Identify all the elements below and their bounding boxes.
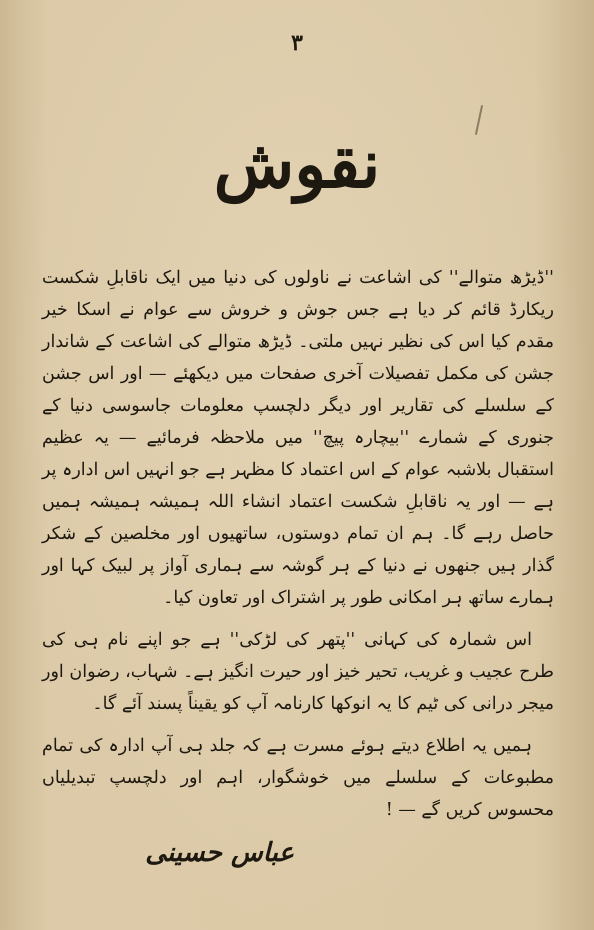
paragraph-1: ''ڈیڑھ متوالے'' کی اشاعت نے ناولوں کی دنیا میں ایک ناقابلِ شکست ریکارڈ قائم کر دیا ہے جس جوش و خروش سے عوام نے اسکا خیر مقدم کیا اس کی نظیر نہیں ملتی۔ ڈیڑھ متوالے کی اشاعت کے شاندار جشن کی مکمل تفصیلات آخری صفحات میں دیکھئے — اور اس جشن کے سلسلے کی تقاریر اور دیگر دلچسپ معلومات جاسوسی دنیا کے جنوری کے شمارے ''بیچارہ پیچ'' میں ملاحظہ فرمائیے — یہ عظیم استقبال بلاشبہ عوام کے اس اعتماد کا مظہر ہے جو انہیں اس ادارہ پر ہے — اور یہ ناقابلِ شکست اعتماد انشاء اللہ ہمیشہ ہمیشہ ہمیں حاصل رہے گا۔ ہم ان تمام دوستوں، ساتھیوں اور مخلصین کے شکر گذار ہیں جنھوں نے دنیا کے ہر گوشہ سے ہماری آواز پر لبیک کہا اور ہمارے ساتھ ہر امکانی طور پر اشتراک اور تعاون کیا۔: [42, 268, 554, 608]
page-number: ٣: [291, 30, 303, 56]
paragraph-3: ہمیں یہ اطلاع دیتے ہوئے مسرت ہے کہ جلد ہی آپ ادارہ کی تمام مطبوعات کے سلسلے میں خوشگوار، اہم اور دلچسپ تبدیلیاں محسوس کریں گے — !: [42, 736, 554, 820]
signature: عباس حسینی: [145, 838, 294, 868]
paragraph-2: اس شمارہ کی کہانی ''پتھر کی لڑکی'' ہے جو اپنے نام ہی کی طرح عجیب و غریب، تحیر خیز اور حیرت انگیز ہے۔ شہاب، رضوان اور میجر درانی کی ٹیم کا یہ انوکھا کارنامہ آپ کو یقیناً پسند آئے گا۔: [42, 630, 554, 714]
page-title: نقوش: [213, 125, 381, 203]
editorial-body: [42, 262, 554, 836]
